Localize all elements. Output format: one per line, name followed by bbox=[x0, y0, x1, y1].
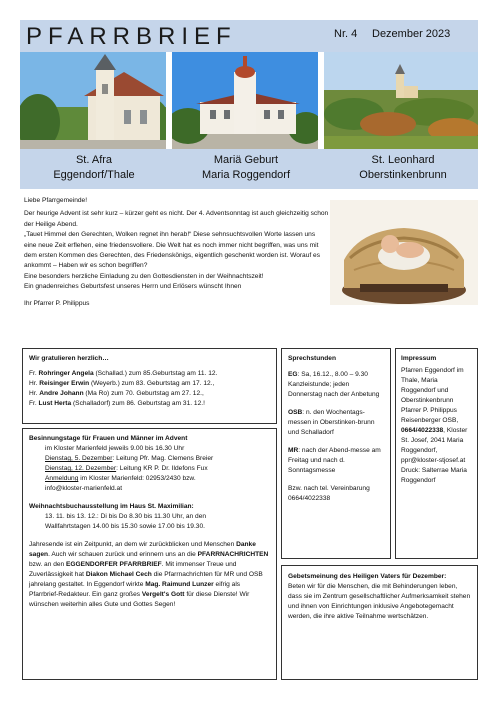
letter-greeting: Liebe Pfarrgemeinde! bbox=[24, 197, 88, 204]
birthday-title: Wir gratulieren herzlich… bbox=[29, 355, 109, 362]
exhibition-details bbox=[29, 512, 270, 532]
letter-signature: Ihr Pfarrer P. Philippus bbox=[24, 299, 90, 307]
birthday-item: Hr. Andre Johann (Ma Ro) zum 70. Geburtstag am 27. 12., bbox=[29, 390, 204, 397]
retreat-title: Besinnungstage für Frauen und Männer im Advent bbox=[29, 435, 188, 442]
office-hours-box bbox=[281, 348, 391, 559]
caption-maria bbox=[176, 153, 316, 183]
letter-paragraph: Eine besonders herzliche Einladung zu den Gottesdiensten in der Weihnachtszeit! bbox=[24, 272, 264, 280]
exhibition-line: 13. 11. bis 13. 12.: Di bis Do 8.30 bis 11.30 Uhr, an den bbox=[45, 513, 207, 520]
events-box bbox=[22, 428, 277, 680]
birthday-box bbox=[22, 348, 277, 424]
exhibition-line: Wallfahrtstagen 14.00 bis 15.30 sowie 17.00 bis 19.30. bbox=[45, 523, 205, 530]
caption-afra-name: St. Afra bbox=[75, 154, 113, 166]
retreat-details bbox=[29, 444, 270, 494]
caption-afra bbox=[30, 153, 158, 183]
letter-paragraph: Ein gnadenreiches Geburtsfest unseres Herrn und Erlösers wünscht Ihnen bbox=[24, 283, 242, 291]
masthead bbox=[20, 20, 478, 52]
caption-maria-name: Mariä Geburt bbox=[213, 154, 279, 166]
exhibition-title: Weihnachtsbuchausstellung im Haus St. Maximilian: bbox=[29, 503, 194, 510]
impressum-print: Druck: Salterrae Maria Roggendorf bbox=[401, 467, 467, 484]
office-hours-eg: EG: Sa, 16.12., 8.00 – 9.30 Kanzleistunde; jeden Donnerstag nach der Anbetung bbox=[288, 371, 380, 398]
nativity-image bbox=[330, 200, 478, 305]
birthday-item: Fr. Lust Herta (Schalladorf) zum 86. Geburtstag am 31. 12.! bbox=[29, 400, 205, 407]
issue-date: Dezember 2023 bbox=[372, 28, 451, 40]
retreat-email-link[interactable]: info@kloster-marienfeld.at bbox=[45, 485, 123, 492]
church-photos bbox=[20, 52, 478, 149]
retreat-registration: Anmeldung im Kloster Marienfeld: 02953/2430 bzw. bbox=[45, 475, 196, 482]
letter-paragraph: Der heurige Advent ist sehr kurz – kürzer geht es nicht. Der 4. Adventsonntag ist auch gleichzeitig schon der Heilige Abend. bbox=[24, 210, 329, 228]
office-hours-mr: MR: nach der Abend-messe am Freitag und nach d. Sonntagsmesse bbox=[288, 447, 381, 474]
office-hours-phone: Bzw. nach tel. Vereinbarung 0664/4022338 bbox=[288, 485, 370, 502]
caption-leonhard bbox=[330, 153, 476, 183]
church-captions bbox=[20, 149, 478, 189]
office-hours-title: Sprechstunden bbox=[288, 355, 336, 362]
caption-leonhard-name: St. Leonhard bbox=[371, 154, 435, 166]
retreat-date-1: Dienstag, 5. Dezember: Leitung Pfr. Mag. Clemens Breier bbox=[45, 455, 214, 462]
impressum-text: Pfarren Eggendorf im Thale, Maria Roggendorf und Oberstinkenbrunn Pfarrer P. Philippus Reisenberger OSB, 0664/4022338, Kloster St. Josef, 2041 Maria Roggendorf, ppr@kloster-stjosef.at bbox=[401, 367, 468, 464]
church-photo-maria bbox=[172, 52, 318, 149]
office-hours-osb: OSB: n. den Wochentags-messen in Oberstinken-brunn und Schalladorf bbox=[288, 409, 375, 436]
pastor-letter bbox=[24, 196, 329, 309]
letter-paragraph: „Tauet Himmel den Gerechten, Wolken regnet ihn herab!“ Diese sehnsuchtsvollen Worte lassen uns eine neue Zeit erflehen, eine friedensvollere. Die Welt hat es noch immer nicht begriffen, was uns mit dem ersten Kommen des Gerechten, des Friedenskönigs, eigentlich geschenkt worden ist. Worauf es ankommt – Haben wir es schon begriffen? bbox=[24, 231, 321, 270]
caption-maria-place: Maria Roggendorf bbox=[201, 169, 291, 181]
caption-afra-place: Eggendorf/Thale bbox=[53, 169, 135, 181]
retreat-location: im Kloster Marienfeld jeweils 9.00 bis 16.30 Uhr bbox=[45, 445, 185, 452]
church-photo-afra bbox=[20, 52, 166, 149]
caption-leonhard-place: Oberstinkenbrunn bbox=[359, 169, 447, 181]
birthday-item: Hr. Reisinger Erwin (Weyerb.) zum 83. Geburtstag am 17. 12., bbox=[29, 380, 215, 387]
birthday-item: Fr. Rohringer Angela (Schallad.) zum 85.Geburtstag am 11. 12. bbox=[29, 370, 218, 377]
retreat-date-2: Dienstag, 12. Dezember: Leitung KR P. Dr. Ildefons Fux bbox=[45, 465, 208, 472]
farewell-text: Jahresende ist ein Zeitpunkt, an dem wir zurückblicken und Menschen Danke sagen. Auch wir schauen zurück und erinnern uns an die PFARRNACHRICHTEN bzw. an den EGGENDORFER PFARRBRIEF. Mit immenser Treue und Zuverlässigkeit hat Diakon Michael Cech die Pfarrnachrichten für MR und OSB jahrelang gestaltet. In Eggendorf wirkte Mag. Raimund Lunzer eifrig als Pfarrbrief-Redakteur. Ein ganz großes Vergelt's Gott für diese Dienste! Wir wünschen weiterhin alles Gute und Gottes Segen! bbox=[29, 541, 269, 608]
newsletter-title: PFARRBRIEF bbox=[26, 23, 237, 50]
impressum-box bbox=[395, 348, 478, 559]
issue-number: Nr. 4 bbox=[334, 28, 358, 40]
prayer-box bbox=[281, 565, 478, 680]
impressum-title: Impressum bbox=[401, 355, 437, 362]
church-photo-leonhard bbox=[324, 52, 478, 149]
prayer-text: Beten wir für die Menschen, die mit Behinderungen leben, dass sie im Zentrum gesellschaftlicher Aufmerksamkeit stehen und ihnen von Einrichtungen inklusive Angebotegemacht werden, die ihre aktive Teilnahme wertschätzen. bbox=[288, 583, 471, 620]
prayer-title: Gebetsmeinung des Heiligen Vaters für Dezember: bbox=[288, 573, 447, 580]
